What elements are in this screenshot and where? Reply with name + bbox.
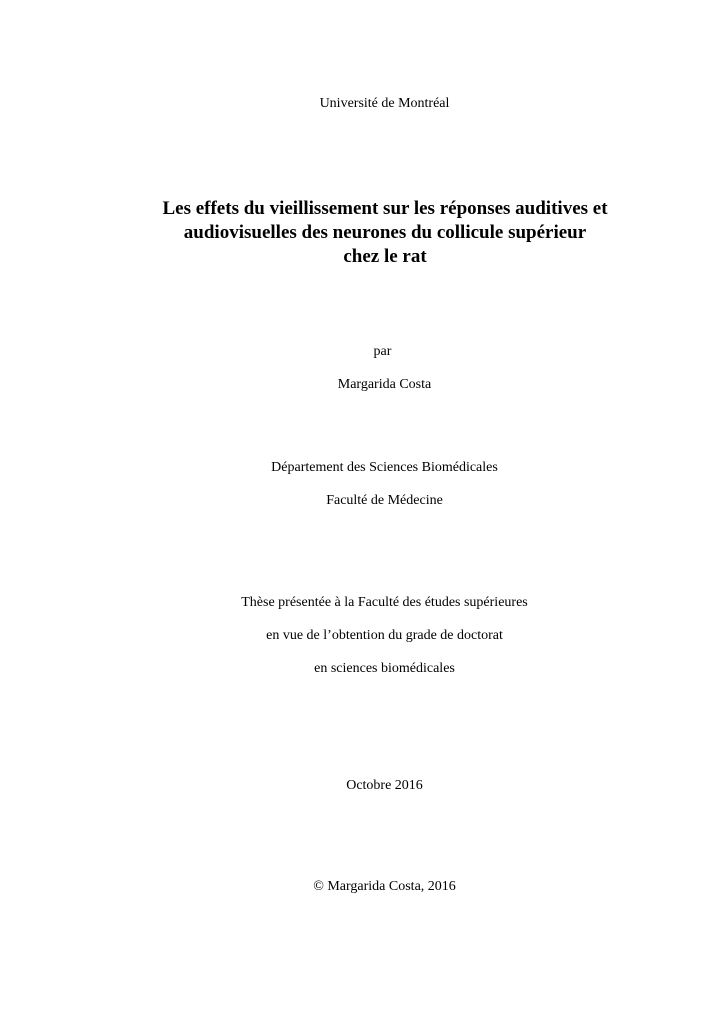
author-name: Margarida Costa bbox=[337, 377, 432, 392]
thesis-title-line-2: audiovisuelles des neurones du collicule supérieur bbox=[183, 222, 587, 243]
copyright-notice: © Margarida Costa, 2016 bbox=[313, 879, 456, 894]
thesis-title-line-3: chez le rat bbox=[343, 246, 427, 267]
submission-date: Octobre 2016 bbox=[346, 778, 423, 793]
thesis-title-line-1: Les effets du vieillissement sur les réponses auditives et bbox=[162, 198, 608, 219]
faculty-name: Faculté de Médecine bbox=[326, 493, 443, 508]
by-label: par bbox=[373, 344, 392, 359]
department-name: Département des Sciences Biomédicales bbox=[271, 460, 498, 475]
university-name: Université de Montréal bbox=[319, 96, 450, 111]
thesis-statement-line-1: Thèse présentée à la Faculté des études supérieures bbox=[241, 595, 528, 610]
thesis-title bbox=[100, 197, 670, 269]
thesis-statement-line-3: en sciences biomédicales bbox=[314, 661, 455, 676]
thesis-statement-line-2: en vue de l’obtention du grade de doctorat bbox=[266, 628, 503, 643]
